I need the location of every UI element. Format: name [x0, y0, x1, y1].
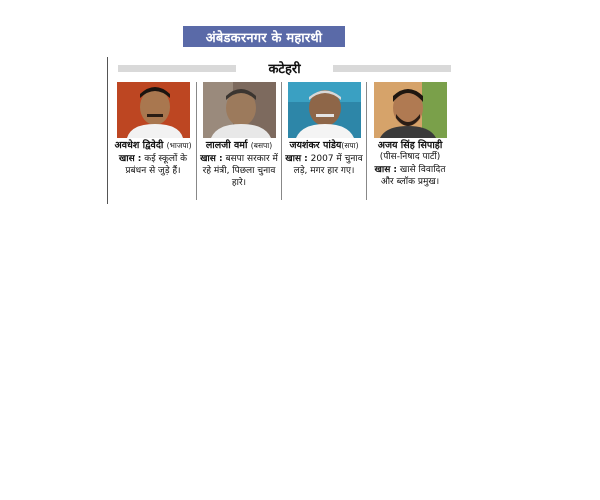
candidate-desc: खास : 2007 में चुनाव लड़े, मगर हार गए।: [285, 154, 363, 176]
candidate-party: (पीस-निषाद पार्टी): [379, 152, 441, 162]
card-separator: [281, 82, 282, 200]
headline-text: अंबेडकरनगर के महारथी: [205, 30, 323, 46]
card-separator: [196, 82, 197, 200]
section-title: कटेहरी: [268, 62, 301, 77]
candidate-name: जयशंकर पांडेय(सपा): [289, 140, 359, 151]
headline-banner: [183, 26, 345, 47]
card-separator: [366, 82, 367, 200]
candidate-card: [199, 82, 279, 189]
candidate-photo: [117, 82, 190, 138]
candidate-desc: खास : खासे विवादित और ब्लॉक प्रमुख।: [374, 165, 446, 187]
candidate-card: [113, 82, 193, 177]
candidate-card: [284, 82, 364, 177]
left-rule: [107, 57, 108, 204]
candidate-photo: [203, 82, 276, 138]
section-band-right: [333, 65, 451, 72]
candidate-name: अवधेश द्विवेदी (भाजपा): [114, 140, 192, 151]
candidate-desc: खास : कई स्कूलों के प्रबंधन से जुड़े हैं।: [118, 154, 188, 176]
candidate-desc: खास : बसपा सरकार में रहे मंत्री, पिछला चुनाव हारे।: [200, 154, 278, 188]
candidate-name: लालजी वर्मा (बसपा): [205, 140, 273, 151]
candidate-card: [370, 82, 450, 188]
candidate-name: अजय सिंह सिपाही: [377, 140, 443, 151]
candidate-photo: [374, 82, 447, 138]
section-band-left: [118, 65, 236, 72]
candidate-photo: [288, 82, 361, 138]
